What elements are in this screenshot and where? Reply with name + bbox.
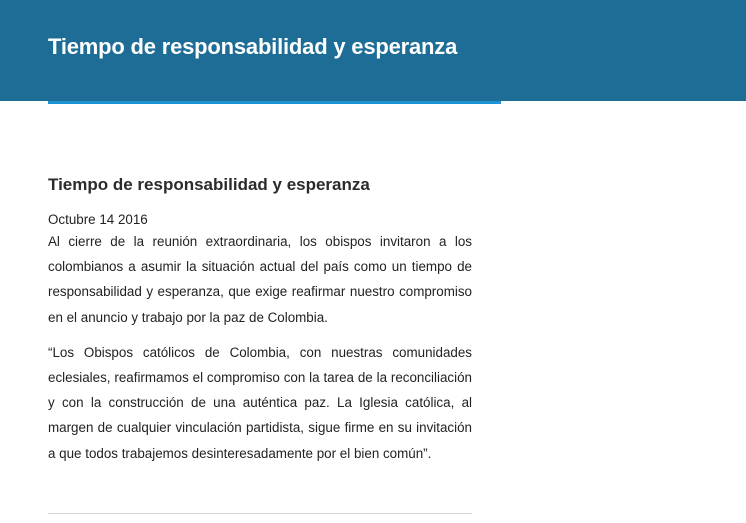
page-title: Tiempo de responsabilidad y esperanza [48,34,458,59]
article [48,174,472,466]
article-paragraph: “Los Obispos católicos de Colombia, con nuestras comunidades eclesiales, reafirmamos el compromiso con la tarea de la reconciliación y con la construcción de una auténtica paz. La Iglesia católica, al margen de cualquier vinculación partidista, sigue firme en su invitación a que todos trabajemos desinteresadamente por el bien común”. [48,344,472,461]
article-divider [48,513,472,514]
article-body [48,229,472,466]
header-accent-bar [48,101,501,104]
site-header [0,0,746,101]
article-paragraph: Al cierre de la reunión extraordinaria, los obispos invitaron a los colombianos a asumir la situación actual del país como un tiempo de responsabilidad y esperanza, que exige reafirmar nuestro compromiso en el anuncio y trabajo por la paz de Colombia. [48,234,472,325]
article-title: Tiempo de responsabilidad y esperanza [48,175,370,194]
article-date: Octubre 14 2016 [48,212,148,227]
